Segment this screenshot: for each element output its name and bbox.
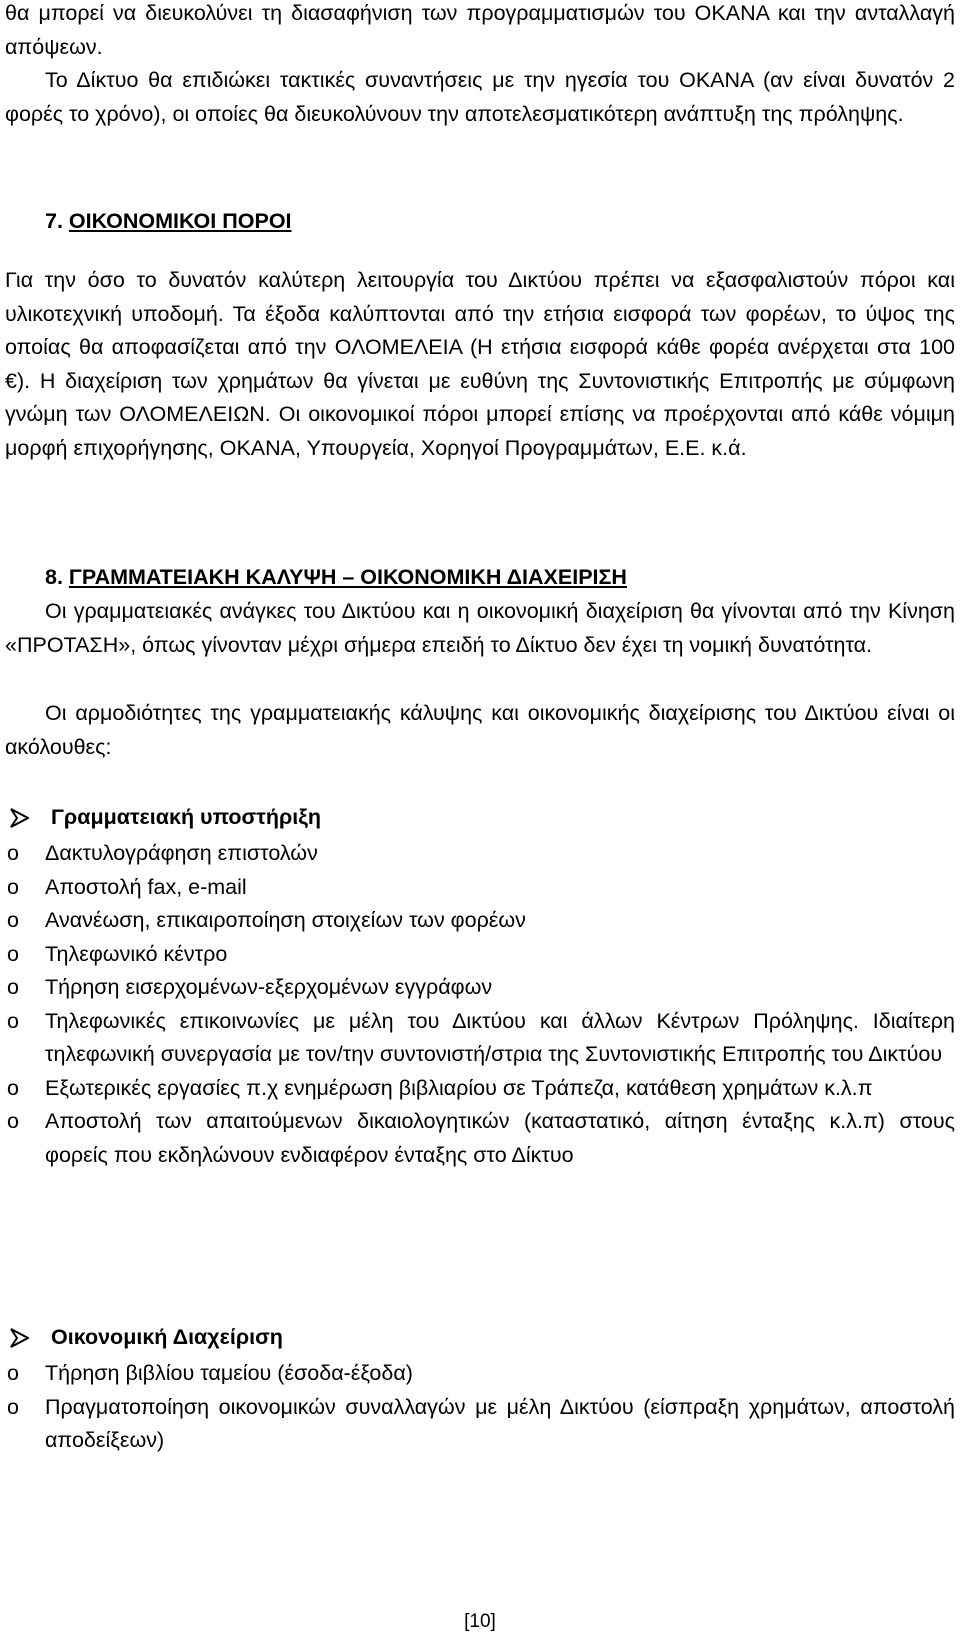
list-item: [5, 1005, 955, 1072]
section-7-heading: [45, 205, 292, 239]
list-item-text: Ανανέωση, επικαιροποίηση στοιχείων των φορέων: [45, 908, 526, 932]
list-item-text: Δακτυλογράφηση επιστολών: [45, 841, 318, 865]
circle-bullet: o: [7, 975, 19, 999]
secretarial-heading: [5, 801, 955, 835]
list-item: [5, 1105, 955, 1172]
circle-bullet: o: [7, 874, 19, 899]
list-item-text: Τήρηση βιβλίου ταμείου (έσοδα-έξοδα): [45, 1361, 413, 1385]
arrowhead-bullet-icon: [9, 1328, 29, 1348]
circle-bullet: o: [7, 1109, 19, 1133]
financial-heading-label: Οικονομική Διαχείριση: [51, 1325, 283, 1349]
secretarial-task-list: [5, 837, 955, 1172]
circle-bullet: o: [7, 841, 19, 865]
list-item: [5, 904, 955, 938]
list-item-text: Αποστολή fax, e-mail: [45, 874, 247, 899]
section-7-number: 7.: [45, 209, 63, 233]
intro-paragraph-2: Το Δίκτυο θα επιδιώκει τακτικές συναντήσεις με την ηγεσία του ΟΚΑΝΑ (αν είναι δυνατόν 2 φορές το χρόνο), οι οποίες θα διευκολύνουν την αποτελεσματικότερη ανάπτυξη της πρόληψης.: [5, 68, 955, 126]
section-7-body: Για την όσο το δυνατόν καλύτερη λειτουργία του Δικτύου πρέπει να εξασφαλιστούν πόροι και υλικοτεχνική υποδομή. Τα έξοδα καλύπτονται από την ετήσια εισφορά των φορέων, το ύψος της οποίας θα αποφασίζεται από την ΟΛΟΜΕΛΕΙΑ (Η ετήσια εισφορά κάθε φορέα ανέρχεται στα 100 €). Η διαχείριση των χρημάτων θα γίνεται με ευθύνη της Συντονιστικής Επιτροπής με σύμφωνη γνώμη των ΟΛΟΜΕΛΕΙΩΝ. Οι οικονομικοί πόροι μπορεί επίσης να προέρχονται από κάθε νόμιμη μορφή επιχορήγησης, ΟΚΑΝΑ, Υπουργεία, Χορηγοί Προγραμμάτων, Ε.Ε. κ.ά.: [5, 268, 955, 460]
intro-paragraph-1: θα μπορεί να διευκολύνει τη διασαφήνιση των προγραμματισμών του ΟΚΑΝΑ και την ανταλλαγή απόψεων.: [5, 1, 955, 59]
section-8-body-2: Οι αρμοδιότητες της γραμματειακής κάλυψης και οικονομικής διαχείρισης του Δικτύου είναι οι ακόλουθες:: [5, 701, 955, 759]
circle-bullet: o: [7, 1075, 19, 1100]
list-item: [5, 938, 955, 972]
section-8-number: 8.: [45, 565, 63, 589]
list-item-text: Αποστολή των απαιτούμενων δικαιολογητικών (καταστατικό, αίτηση ένταξης κ.λ.π) στους φορείς που εκδηλώνουν ενδιαφέρον ένταξης στο Δίκτυο: [45, 1109, 955, 1167]
section-8-title: ΓΡΑΜΜΑΤΕΙΑΚΗ ΚΑΛΥΨΗ – ΟΙΚΟΝΟΜΙΚΗ ΔΙΑΧΕΙΡΙΣΗ: [68, 565, 627, 589]
list-item: [5, 1391, 955, 1458]
section-7-title: ΟΙΚΟΝΟΜΙΚΟΙ ΠΟΡΟΙ: [68, 209, 292, 233]
list-item: [5, 1072, 955, 1106]
list-item: [5, 871, 955, 905]
list-item-text: Εξωτερικές εργασίες π.χ ενημέρωση βιβλιαρίου σε Τράπεζα, κατάθεση χρημάτων κ.λ.π: [45, 1075, 873, 1100]
arrowhead-bullet-icon: [9, 808, 29, 828]
circle-bullet: o: [7, 1394, 19, 1419]
list-item-text: Τηλεφωνικές επικοινωνίες με μέλη του Δικτύου και άλλων Κέντρων Πρόληψης. Ιδιαίτερη τηλεφωνική συνεργασία με τον/την συντονιστή/στρια της Συντονιστικής Επιτροπής του Δικτύου: [45, 1008, 955, 1066]
list-item-text: Τήρηση εισερχομένων-εξερχομένων εγγράφων: [45, 975, 493, 999]
list-item: [5, 1357, 955, 1391]
list-item-text: Τηλεφωνικό κέντρο: [45, 941, 228, 966]
financial-task-list: [5, 1357, 955, 1458]
section-8-heading: [45, 561, 627, 595]
circle-bullet: o: [7, 908, 19, 932]
circle-bullet: o: [7, 1361, 19, 1385]
list-item: [5, 837, 955, 871]
list-item: [5, 971, 955, 1005]
circle-bullet: o: [7, 941, 19, 966]
list-item-text: Πραγματοποίηση οικονομικών συναλλαγών με μέλη Δικτύου (είσπραξη χρημάτων, αποστολή αποδείξεων): [45, 1394, 955, 1452]
secretarial-heading-label: Γραμματειακή υποστήριξη: [51, 805, 321, 829]
page-number: [10]: [464, 1611, 496, 1632]
section-8-body-1: Οι γραμματειακές ανάγκες του Δικτύου και η οικονομική διαχείριση θα γίνονται από την Κίνηση «ΠΡΟΤΑΣΗ», όπως γίνονταν μέχρι σήμερα επειδή το Δίκτυο δεν έχει τη νομική δυνατότητα.: [5, 599, 955, 657]
financial-heading: [5, 1321, 955, 1355]
circle-bullet: o: [7, 1008, 19, 1033]
